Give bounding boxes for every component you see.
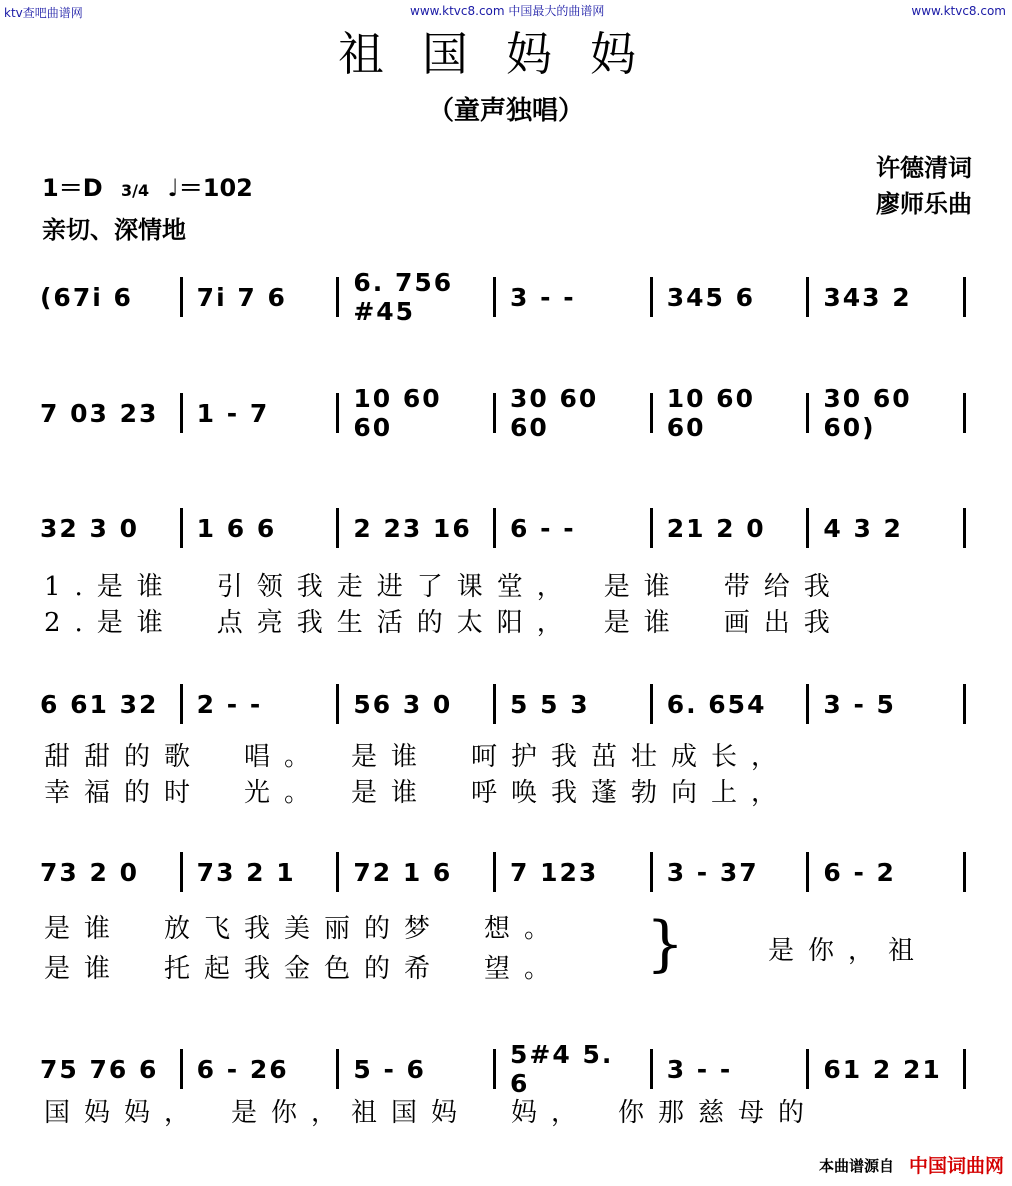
bar-line: [180, 852, 183, 892]
bar-line: [650, 1049, 653, 1089]
measure: 1 6 6: [196, 513, 277, 543]
notes-row: [40, 384, 980, 442]
footer-source-label: 本曲谱源自: [818, 1157, 894, 1175]
watermark-top-left: ktv查吧曲谱网: [4, 6, 83, 20]
bar-line: [650, 852, 653, 892]
lyrics-verse-2: 是谁 托起我金色的希 望。: [44, 954, 565, 984]
watermark-top-center: www.ktvc8.com 中国最大的曲谱网: [410, 4, 605, 18]
measure: 10 60 60: [666, 384, 755, 442]
bar-line: [493, 393, 496, 433]
notes-row: [40, 1040, 980, 1098]
lyrics-verse-1: 1.是谁 引领我走进了课堂， 是谁 带给我: [44, 572, 844, 602]
measure: 3 - -: [510, 282, 576, 312]
measure: (67i 6: [40, 282, 133, 312]
bar-line: [650, 277, 653, 317]
bar-line: [963, 852, 966, 892]
bar-line: [180, 1049, 183, 1089]
bar-line: [806, 508, 809, 548]
watermark-top-right: www.ktvc8.com: [911, 4, 1006, 18]
measure: 6 - -: [510, 513, 576, 543]
key-tempo-line: [42, 168, 253, 203]
bar-line: [336, 852, 339, 892]
bar-line: [493, 852, 496, 892]
measure: 3 - 5: [823, 689, 896, 719]
measure: 4 3 2: [823, 513, 903, 543]
measure: 2 - -: [196, 689, 263, 719]
bar-line: [650, 393, 653, 433]
measure: 6 61 32: [40, 689, 159, 719]
bar-line: [806, 684, 809, 724]
measure: 6. 654: [666, 689, 767, 719]
bar-line: [806, 393, 809, 433]
tempo-marking: ♩＝102: [167, 174, 253, 202]
expression-marking: 亲切、深情地: [42, 216, 186, 244]
measure: 7i 7 6: [196, 282, 287, 312]
key-signature: 1＝D: [42, 174, 103, 202]
bar-line: [493, 277, 496, 317]
bar-line: [493, 508, 496, 548]
bar-line: [963, 684, 966, 724]
lyrics-verse-1: 甜甜的歌 唱。 是谁 呵护我茁壮成长，: [44, 742, 792, 772]
lyrics-verse-2: 2.是谁 点亮我生活的太阳， 是谁 画出我: [44, 608, 844, 638]
measure: 72 1 6: [353, 857, 453, 887]
measure: 30 60 60: [510, 384, 599, 442]
song-title: 祖国妈妈: [338, 27, 674, 81]
lyrics-verse-2: 幸福的时 光。 是谁 呼唤我蓬勃向上，: [44, 778, 792, 808]
bar-line: [493, 1049, 496, 1089]
measure: 5 5 3: [510, 689, 590, 719]
measure: 61 2 21: [823, 1054, 942, 1084]
measure: 75 76 6: [40, 1054, 159, 1084]
bar-line: [963, 393, 966, 433]
measure: 56 3 0: [353, 689, 453, 719]
measure: 21 2 0: [666, 513, 766, 543]
measure: 32 3 0: [40, 513, 139, 543]
measure: 2 23 16: [353, 513, 472, 543]
measure: 343 2: [823, 282, 912, 312]
bar-line: [336, 1049, 339, 1089]
measure: 73 2 0: [40, 857, 139, 887]
bar-line: [806, 852, 809, 892]
bar-line: [336, 508, 339, 548]
composer: 廖师乐曲: [876, 189, 972, 218]
measure: 1 - 7: [196, 398, 270, 428]
lyrics-refrain: 是你，祖: [768, 936, 929, 966]
measure: 6 - 26: [196, 1054, 289, 1084]
measure: 6 - 2: [823, 857, 896, 887]
bar-line: [180, 508, 183, 548]
bar-line: [180, 393, 183, 433]
measure: 345 6: [666, 282, 755, 312]
time-signature: 3/4: [120, 181, 150, 200]
bar-line: [336, 393, 339, 433]
measure: 3 - 37: [666, 857, 759, 887]
verse-brace: }: [646, 909, 685, 979]
notes-row: [40, 508, 980, 548]
measure: 10 60 60: [353, 384, 442, 442]
measure: 5#4 5. 6: [510, 1040, 614, 1098]
measure: 73 2 1: [196, 857, 296, 887]
bar-line: [650, 508, 653, 548]
lyrics-verse-1: 是谁 放飞我美丽的梦 想。: [44, 914, 565, 944]
lyrics-verse-1: 国妈妈， 是你，祖国妈 妈， 你那慈母的: [44, 1098, 819, 1128]
song-subtitle: （童声独唱）: [427, 96, 584, 126]
bar-line: [336, 277, 339, 317]
notes-row: [40, 852, 980, 892]
measure: 7 03 23: [40, 398, 159, 428]
bar-line: [806, 1049, 809, 1089]
bar-line: [180, 277, 183, 317]
measure: 6. 756 #45: [353, 268, 454, 326]
lyricist: 许德清词: [876, 153, 972, 182]
footer-source-name[interactable]: 中国词曲网: [908, 1155, 1004, 1177]
notes-row: [40, 268, 980, 326]
bar-line: [493, 684, 496, 724]
bar-line: [963, 1049, 966, 1089]
bar-line: [806, 277, 809, 317]
measure: 7 123: [510, 857, 599, 887]
notes-row: [40, 684, 980, 724]
bar-line: [963, 277, 966, 317]
measure: 30 60 60): [823, 384, 912, 442]
measure: 5 - 6: [353, 1054, 426, 1084]
bar-line: [336, 684, 339, 724]
measure: 3 - -: [666, 1054, 733, 1084]
bar-line: [650, 684, 653, 724]
bar-line: [180, 684, 183, 724]
bar-line: [963, 508, 966, 548]
